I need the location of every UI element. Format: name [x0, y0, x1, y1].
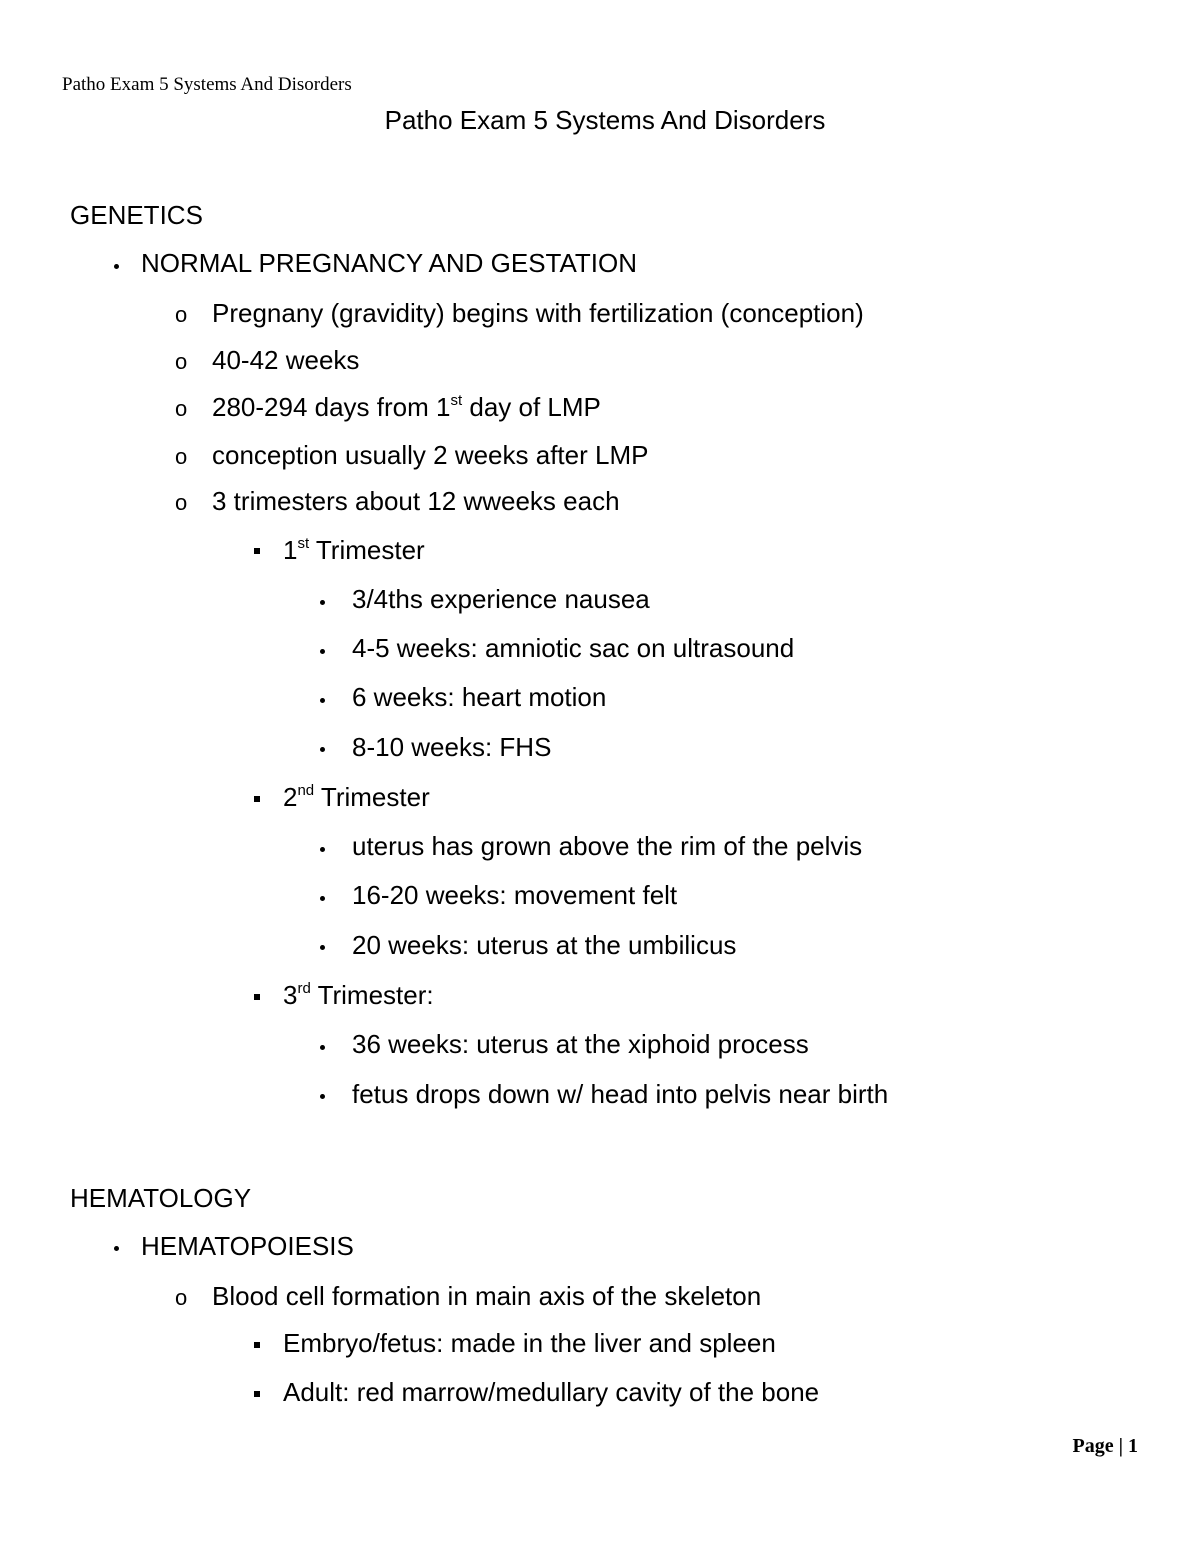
- page-number: Page | 1: [1072, 1435, 1138, 1457]
- bullet-dot: [114, 264, 119, 269]
- bullet-dot: [320, 747, 325, 752]
- trimester-1-heading: 1st Trimester: [283, 535, 425, 565]
- bullet-square: [254, 994, 260, 1000]
- bullet-square: [254, 548, 260, 554]
- list-item: 3/4ths experience nausea: [352, 584, 650, 614]
- bullet-dot: [320, 896, 325, 901]
- list-item: 36 weeks: uterus at the xiphoid process: [352, 1029, 809, 1059]
- running-header: Patho Exam 5 Systems And Disorders: [62, 74, 352, 95]
- list-item: 40-42 weeks: [212, 345, 360, 375]
- bullet-circle: o: [175, 302, 188, 327]
- trimester-2-heading: 2nd Trimester: [283, 782, 430, 812]
- bullet-dot: [320, 1094, 325, 1099]
- bullet-square: [254, 796, 260, 802]
- bullet-circle: o: [175, 490, 188, 515]
- list-item: 6 weeks: heart motion: [352, 682, 607, 712]
- list-item: 4-5 weeks: amniotic sac on ultrasound: [352, 633, 795, 663]
- list-item: Pregnany (gravidity) begins with fertilization (conception): [212, 298, 864, 328]
- bullet-circle: o: [175, 349, 188, 374]
- list-item: conception usually 2 weeks after LMP: [212, 440, 649, 470]
- bullet-dot: [320, 698, 325, 703]
- bullet-dot: [320, 649, 325, 654]
- bullet-square: [254, 1342, 260, 1348]
- bullet-dot: [114, 1246, 119, 1251]
- section-heading-genetics: GENETICS: [70, 200, 203, 230]
- bullet-dot: [320, 847, 325, 852]
- list-item-lmp: 280-294 days from 1st day of LMP: [212, 392, 601, 422]
- topic-pregnancy: NORMAL PREGNANCY AND GESTATION: [141, 248, 638, 278]
- list-item: uterus has grown above the rim of the pelvis: [352, 831, 863, 861]
- bullet-dot: [320, 600, 325, 605]
- trimester-3-heading: 3rd Trimester:: [283, 980, 434, 1010]
- list-item: Adult: red marrow/medullary cavity of the bone: [283, 1377, 820, 1407]
- list-item: 8-10 weeks: FHS: [352, 732, 552, 762]
- list-item: Blood cell formation in main axis of the skeleton: [212, 1281, 762, 1311]
- bullet-circle: o: [175, 444, 188, 469]
- list-item: 20 weeks: uterus at the umbilicus: [352, 930, 737, 960]
- bullet-square: [254, 1391, 260, 1397]
- list-item: Embryo/fetus: made in the liver and spleen: [283, 1328, 776, 1358]
- bullet-dot: [320, 945, 325, 950]
- section-heading-hematology: HEMATOLOGY: [70, 1183, 252, 1213]
- topic-hematopoiesis: HEMATOPOIESIS: [141, 1231, 354, 1261]
- list-item: 16-20 weeks: movement felt: [352, 880, 678, 910]
- bullet-circle: o: [175, 396, 188, 421]
- list-item: fetus drops down w/ head into pelvis near birth: [352, 1079, 889, 1109]
- bullet-dot: [320, 1045, 325, 1050]
- list-item: 3 trimesters about 12 wweeks each: [212, 486, 620, 516]
- bullet-circle: o: [175, 1285, 188, 1310]
- document-title: Patho Exam 5 Systems And Disorders: [384, 105, 826, 135]
